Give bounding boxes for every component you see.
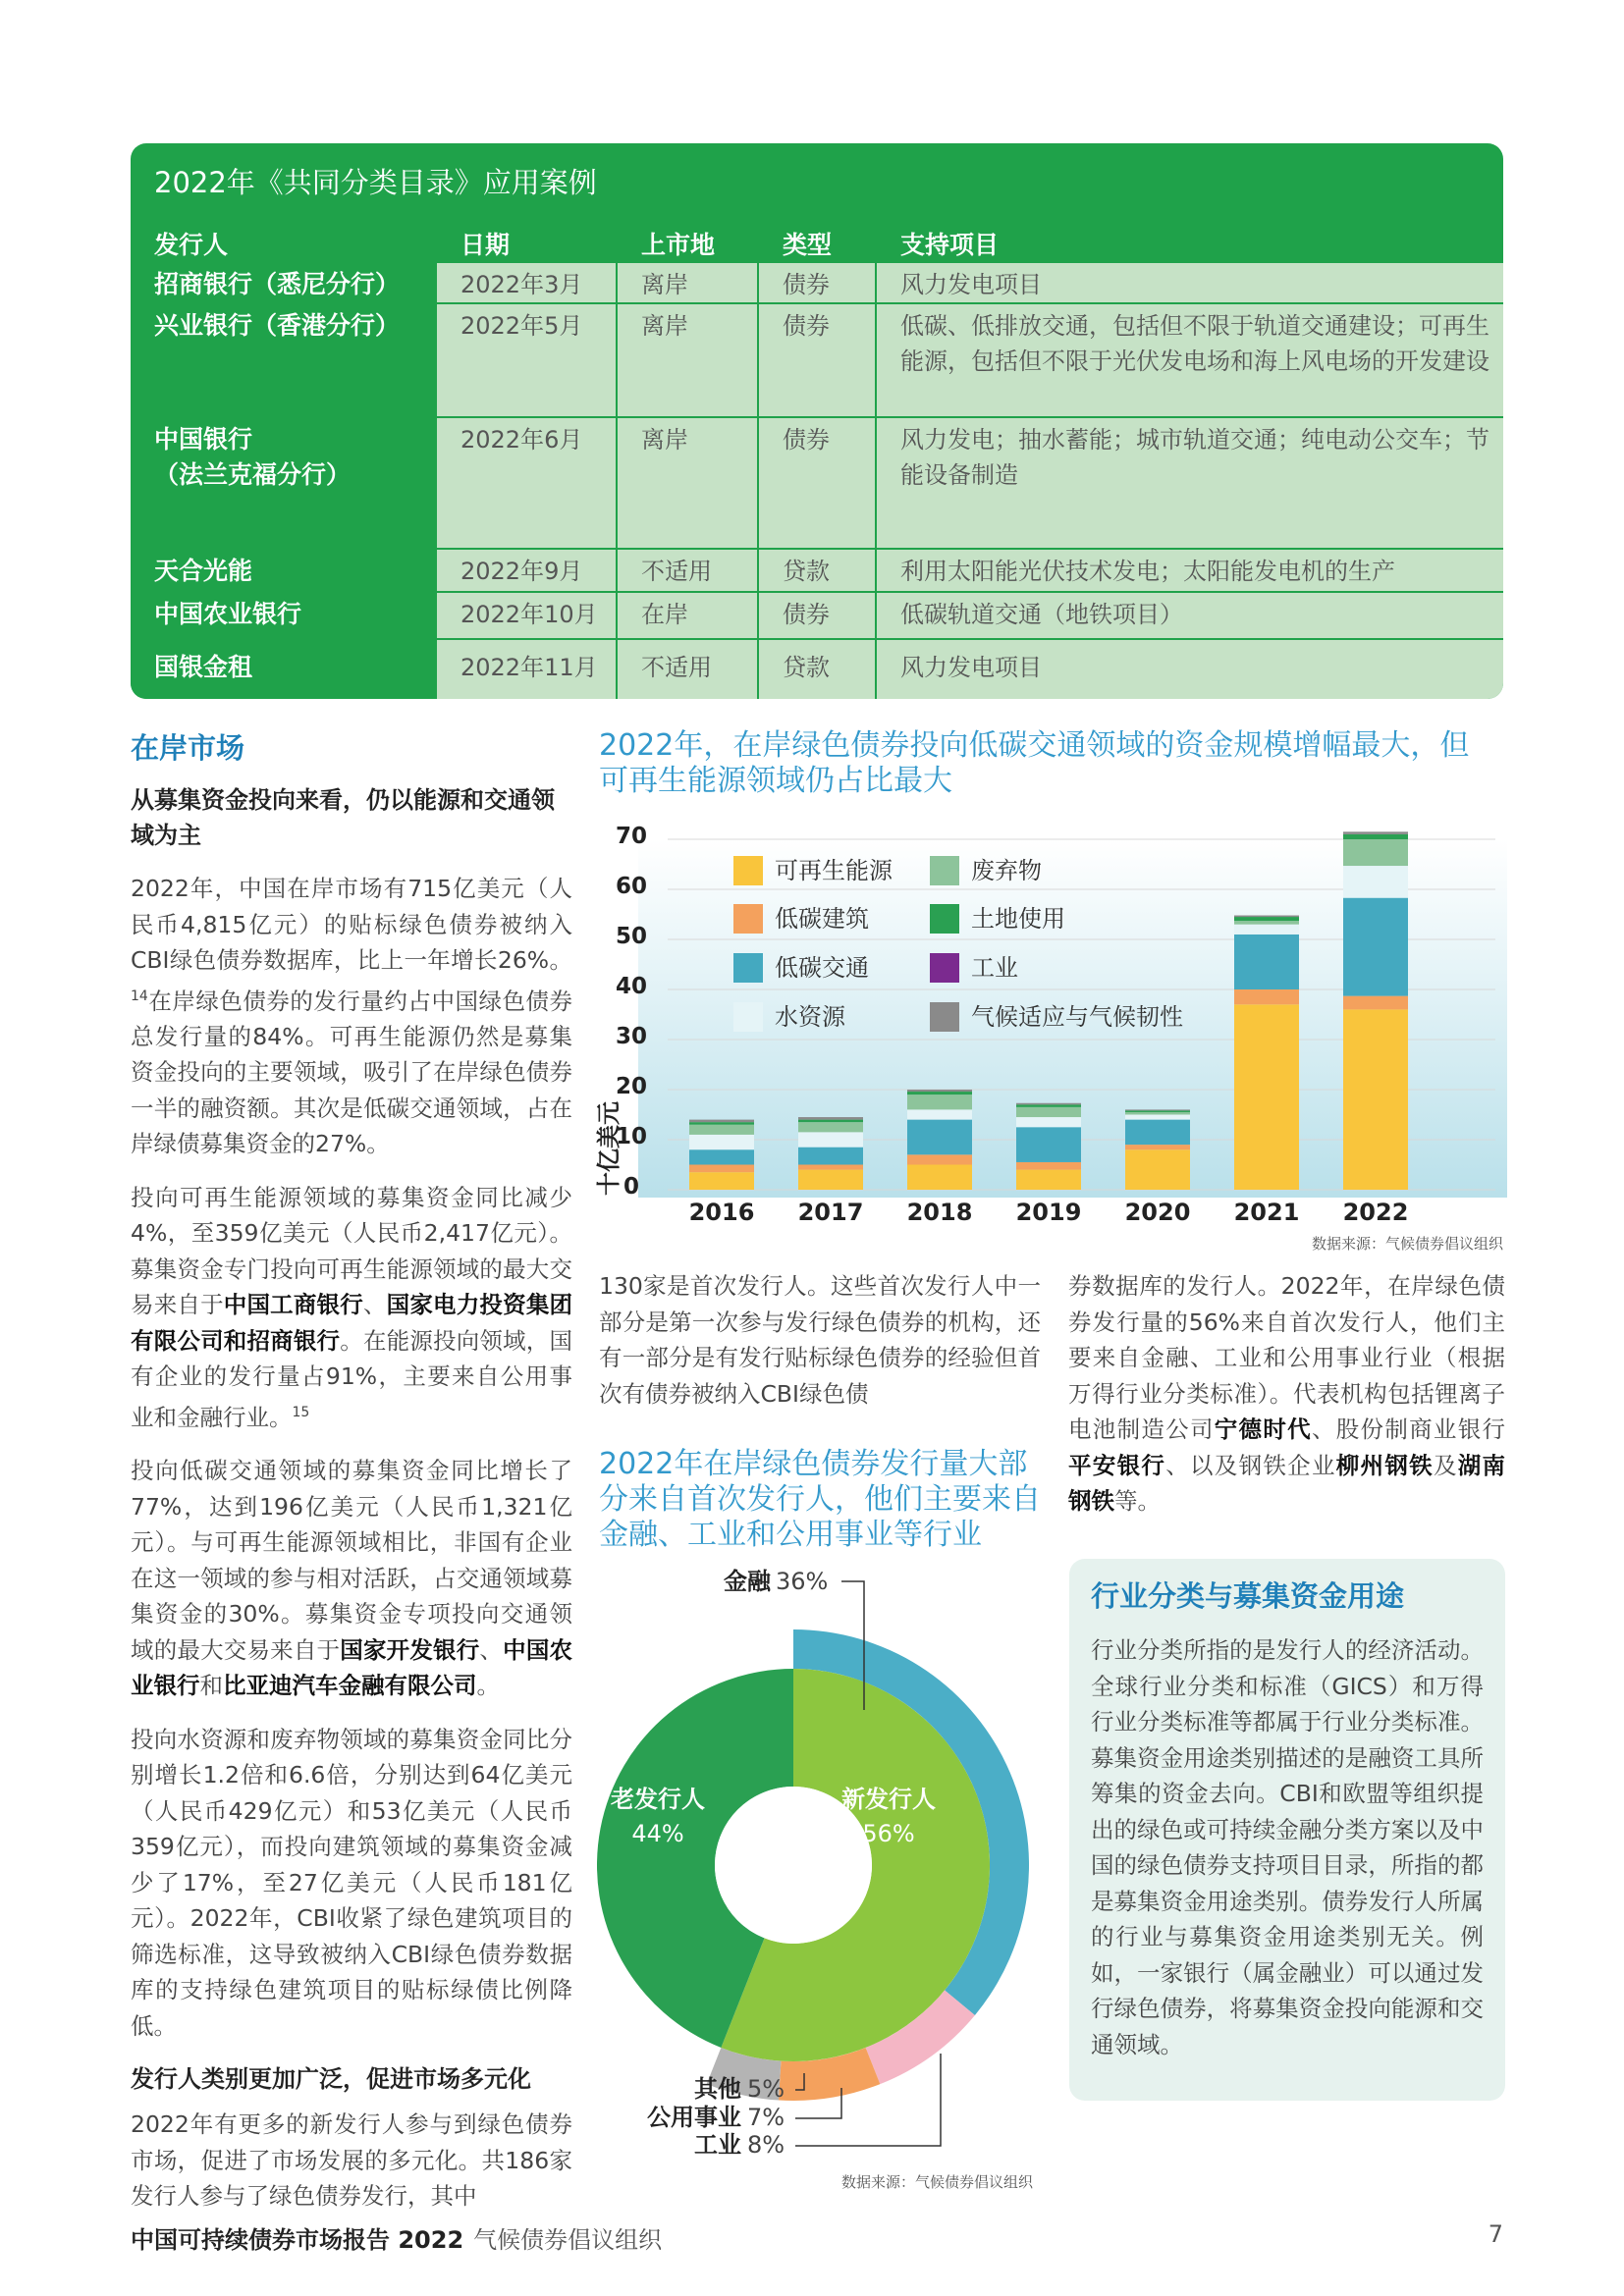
sidebar-text: 行业分类所指的是发行人的经济活动。全球行业分类和标准（GICS）和万得行业分类标准等都属于行业分类标准。募集资金用途类别描述的是融资工具所筹集的资金去向。CBI和欧盟等组织提出的绿色或可持续金融分类方案以及中国的绿色债券支持项目目录，所指的都是募集资金用途类别。债券发行人所属的行业与募集资金用途类别无关。例如，一家银行（属金融业）可以通过发行绿色债券，将募集资金投向能源和交通领域。 <box>1091 1636 1484 2058</box>
table-row <box>131 418 1503 548</box>
bar-segment <box>1125 1149 1190 1190</box>
bar-segment <box>798 1165 863 1170</box>
donut-value: 36% <box>776 1568 829 1595</box>
type-cell: 贷款 <box>759 640 875 699</box>
project-cell: 风力发电；抽水蓄能；城市轨道交通；纯电动公交车；节能设备制造 <box>877 418 1503 548</box>
market-cell: 离岸 <box>618 418 757 548</box>
donut-value: 44% <box>631 1820 684 1847</box>
project-cell: 风力发电项目 <box>877 640 1503 699</box>
page-number: 7 <box>1488 2220 1503 2248</box>
bar-segment <box>689 1149 754 1164</box>
type-cell: 债券 <box>759 418 875 548</box>
bar-segment <box>1016 1107 1081 1117</box>
bar-segment <box>1234 934 1299 989</box>
x-tick-label: 2022 <box>1342 1199 1409 1226</box>
legend-label: 工业 <box>971 954 1018 982</box>
legend-label: 低碳交通 <box>775 954 869 982</box>
issuer-cell: 招商银行（悉尼分行） <box>131 263 435 302</box>
y-tick-label: 20 <box>615 1074 648 1099</box>
bar-segment <box>689 1172 754 1190</box>
bar-segment <box>1016 1170 1081 1190</box>
bar-segment <box>1125 1120 1190 1146</box>
y-tick-label: 70 <box>615 824 648 849</box>
organization-name: 气候债券倡议组织 <box>473 2226 663 2254</box>
footnote-ref: 15 <box>292 1404 310 1420</box>
bar-segment <box>1016 1117 1081 1127</box>
header-date: 日期 <box>460 231 511 259</box>
header-market: 上市地 <box>641 231 716 259</box>
bar-segment <box>907 1154 972 1164</box>
issuer-cell: 中国农业银行 <box>131 593 435 638</box>
legend-label: 土地使用 <box>971 905 1065 933</box>
project-cell: 利用太阳能光伏技术发电；太阳能发电机的生产 <box>877 550 1503 591</box>
donut-value: 7% <box>747 2104 785 2131</box>
bar-segment <box>1125 1115 1190 1120</box>
report-title: 中国可持续债券市场报告 2022 <box>131 2226 464 2254</box>
donut-label: 金融 <box>724 1568 771 1595</box>
pie-chart-title: 2022年在岸绿色债券发行量大部分来自首次发行人，他们主要来自金融、工业和公用事业等行业 <box>599 1447 1041 1552</box>
donut-label: 新发行人 <box>841 1786 936 1813</box>
bar-segment <box>689 1122 754 1125</box>
left-column <box>131 726 572 2232</box>
table-title: 2022年《共同分类目录》应用案例 <box>154 166 597 199</box>
bar-segment <box>798 1170 863 1190</box>
legend-swatch <box>930 1002 959 1032</box>
date-cell: 2022年3月 <box>437 263 616 302</box>
bar-segment <box>1125 1109 1190 1110</box>
project-cell: 风力发电项目 <box>877 263 1503 302</box>
legend-swatch <box>733 904 763 934</box>
pie-chart-source: 数据来源：气候债券倡议组织 <box>841 2173 1034 2191</box>
donut-value: 8% <box>747 2131 785 2159</box>
legend-label: 可再生能源 <box>775 857 893 884</box>
bar-segment <box>907 1095 972 1109</box>
type-cell: 贷款 <box>759 550 875 591</box>
paragraph: 券数据库的发行人。2022年，在岸绿色债券发行量的56%来自首次发行人，他们主要来自金融、工业和公用事业行业（根据万得行业分类标准）。代表机构包括锂离子电池制造公司宁德时代、股份制商业银行平安银行、以及钢铁企业柳州钢铁及湖南钢铁等。 <box>1068 1272 1506 1515</box>
legend-label: 低碳建筑 <box>775 905 869 933</box>
bar-segment <box>907 1109 972 1119</box>
market-cell: 在岸 <box>618 593 757 638</box>
bar-segment <box>1016 1127 1081 1162</box>
bar-segment <box>1125 1145 1190 1149</box>
bar-segment <box>1234 921 1299 925</box>
sidebar-title: 行业分类与募集资金用途 <box>1091 1579 1405 1613</box>
bar-segment <box>1234 989 1299 1004</box>
bar-segment <box>1234 1004 1299 1190</box>
market-cell: 不适用 <box>618 640 757 699</box>
paragraph: 2022年，中国在岸市场有715亿美元（人民币4,815亿元）的贴标绿色债券被纳入CBI绿色债券数据库，比上一年增长26%。$^{14}$在岸绿色债券的发行量约占中国绿色债券总发行量的84%。可再生能源仍然是募集资金投向的主要领域，吸引了在岸绿色债券一半的融资额。其次是低碳交通领域，占在岸绿债募集资金的27%。 <box>131 875 572 1158</box>
bar-segment <box>1343 834 1408 839</box>
issuer-cell: 兴业银行（香港分行） <box>131 304 435 416</box>
date-cell: 2022年6月 <box>437 418 616 548</box>
bar-segment <box>798 1148 863 1165</box>
bar-chart-title: 2022年，在岸绿色债券投向低碳交通领域的资金规模增幅最大，但可再生能源领域仍占比最大 <box>599 728 1470 798</box>
bar-segment <box>798 1132 863 1147</box>
issuer-cell: 中国银行 （法兰克福分行） <box>131 418 435 548</box>
table-row <box>131 304 1503 416</box>
legend-label: 水资源 <box>775 1003 845 1031</box>
bar-segment <box>1343 1009 1408 1190</box>
type-cell: 债券 <box>759 304 875 416</box>
legend-label: 气候适应与气候韧性 <box>971 1003 1183 1031</box>
bar-segment <box>1125 1112 1190 1115</box>
table-header-row <box>131 224 1503 261</box>
bar-segment <box>907 1092 972 1095</box>
bar-segment <box>689 1165 754 1173</box>
legend-swatch <box>733 1002 763 1032</box>
bar-segment <box>798 1120 863 1123</box>
issuer-cell: 天合光能 <box>131 550 435 591</box>
pie-chart <box>584 1566 1056 2194</box>
date-cell: 2022年5月 <box>437 304 616 416</box>
mid-column-text <box>599 1268 1041 1412</box>
paragraph: 投向可再生能源领域的募集资金同比减少4%，至359亿美元（人民币2,417亿元）。募集资金专门投向可再生能源领域的最大交易来自于中国工商银行、国家电力投资集团有限公司和招商银行。在能源投向领域，国有企业的发行量占91%，主要来自公用事业和金融行业。$^{15}$ <box>131 1183 573 1431</box>
issuer-cell: 国银金租 <box>131 640 435 699</box>
date-cell: 2022年11月 <box>437 640 616 699</box>
legend-swatch <box>733 953 763 983</box>
bar-chart-source: 数据来源：气候债券倡议组织 <box>1312 1235 1504 1253</box>
donut-label: 工业 <box>694 2131 741 2159</box>
y-tick-label: 0 <box>623 1174 640 1200</box>
bar-segment <box>1343 898 1408 996</box>
bar-segment <box>1343 866 1408 898</box>
case-table <box>131 143 1503 699</box>
y-tick-label: 50 <box>615 924 648 949</box>
paragraph: 2022年有更多的新发行人参与到绿色债券市场，促进了市场发展的多元化。共186家发行人参与了绿色债券发行，其中 <box>131 2110 572 2211</box>
bar-segment <box>907 1090 972 1092</box>
x-tick-label: 2019 <box>1015 1199 1082 1226</box>
footnote-ref: 14 <box>131 988 148 1004</box>
bar-segment <box>1343 831 1408 834</box>
project-cell: 低碳轨道交通（地铁项目） <box>877 593 1503 638</box>
bar-segment <box>907 1120 972 1155</box>
type-cell: 债券 <box>759 263 875 302</box>
bar-chart <box>584 795 1507 1271</box>
bar-segment <box>1016 1162 1081 1170</box>
x-tick-label: 2018 <box>906 1199 973 1226</box>
legend-swatch <box>930 904 959 934</box>
bar-segment <box>689 1135 754 1149</box>
paragraph: 投向低碳交通领域的募集资金同比增长了77%，达到196亿美元（人民币1,321亿元）。与可再生能源领域相比，非国有企业在这一领域的参与相对活跃，占交通领域募集资金的30%。募集资金专项投向交通领域的最大交易来自于国家开发银行、中国农业银行和比亚迪汽车金融有限公司。 <box>131 1457 573 1700</box>
table-row <box>131 640 1503 699</box>
subheading: 发行人类别更加广泛，促进市场多元化 <box>131 2065 531 2094</box>
bar-segment <box>689 1125 754 1135</box>
market-cell: 不适用 <box>618 550 757 591</box>
y-axis-label: 十亿美元 <box>595 1101 623 1196</box>
header-issuer: 发行人 <box>154 231 229 259</box>
footer <box>131 2220 1503 2260</box>
legend-swatch <box>930 953 959 983</box>
table-row <box>131 550 1503 591</box>
donut-value: 56% <box>862 1820 915 1847</box>
bar-segment <box>1343 996 1408 1010</box>
bar-segment <box>1016 1103 1081 1105</box>
table-row <box>131 593 1503 638</box>
header-type: 类型 <box>783 231 833 259</box>
x-tick-label: 2017 <box>797 1199 864 1226</box>
bar-segment <box>907 1165 972 1191</box>
bar-segment <box>1234 917 1299 921</box>
market-cell: 离岸 <box>618 263 757 302</box>
market-cell: 离岸 <box>618 304 757 416</box>
bar-segment <box>1343 839 1408 866</box>
bar-segment <box>798 1122 863 1132</box>
paragraph: 投向水资源和废弃物领域的募集资金同比分别增长1.2倍和6.6倍，分别达到64亿美元（人民币429亿元）和53亿美元（人民币359亿元），而投向建筑领域的募集资金减少了17%，至27亿美元（人民币181亿元）。2022年，CBI收紧了绿色建筑项目的筛选标准，这导致被纳入CBI绿色债券数据库的支持绿色建筑项目的贴标绿债比例降低。 <box>131 1725 572 2040</box>
legend-label: 废弃物 <box>971 857 1042 884</box>
bar-segment <box>1125 1110 1190 1112</box>
bar-segment <box>1016 1104 1081 1107</box>
bar-segment <box>1234 916 1299 918</box>
y-tick-label: 40 <box>615 974 648 999</box>
bar-segment <box>1234 925 1299 934</box>
legend-swatch <box>930 856 959 885</box>
bar-segment <box>798 1117 863 1120</box>
project-cell: 低碳、低排放交通，包括但不限于轨道交通建设；可再生能源，包括但不限于光伏发电场和海上风电场的开发建设 <box>877 304 1503 416</box>
y-tick-label: 30 <box>615 1024 648 1049</box>
section-title: 在岸市场 <box>131 731 245 765</box>
header-project: 支持项目 <box>900 231 1000 259</box>
table-row <box>131 263 1503 302</box>
sidebar-box <box>1069 1559 1505 2101</box>
type-cell: 债券 <box>759 593 875 638</box>
donut-label: 其他 <box>694 2075 741 2103</box>
donut-value: 5% <box>747 2075 785 2103</box>
date-cell: 2022年9月 <box>437 550 616 591</box>
bar-segment <box>689 1120 754 1123</box>
y-tick-label: 10 <box>615 1124 648 1149</box>
donut-label: 公用事业 <box>647 2104 741 2131</box>
date-cell: 2022年10月 <box>437 593 616 638</box>
donut-label: 老发行人 <box>611 1786 705 1813</box>
legend-swatch <box>733 856 763 885</box>
right-column-text <box>1068 1268 1505 1520</box>
paragraph: 130家是首次发行人。这些首次发行人中一部分是第一次参与发行绿色债券的机构，还有一部分是有发行贴标绿色债券的经验但首次有债券被纳入CBI绿色债 <box>599 1272 1041 1408</box>
x-tick-label: 2016 <box>688 1199 755 1226</box>
x-tick-label: 2020 <box>1124 1199 1191 1226</box>
x-tick-label: 2021 <box>1233 1199 1300 1226</box>
y-tick-label: 60 <box>615 874 648 899</box>
subheading: 从募集资金投向来看，仍以能源和交通领域为主 <box>131 786 555 849</box>
